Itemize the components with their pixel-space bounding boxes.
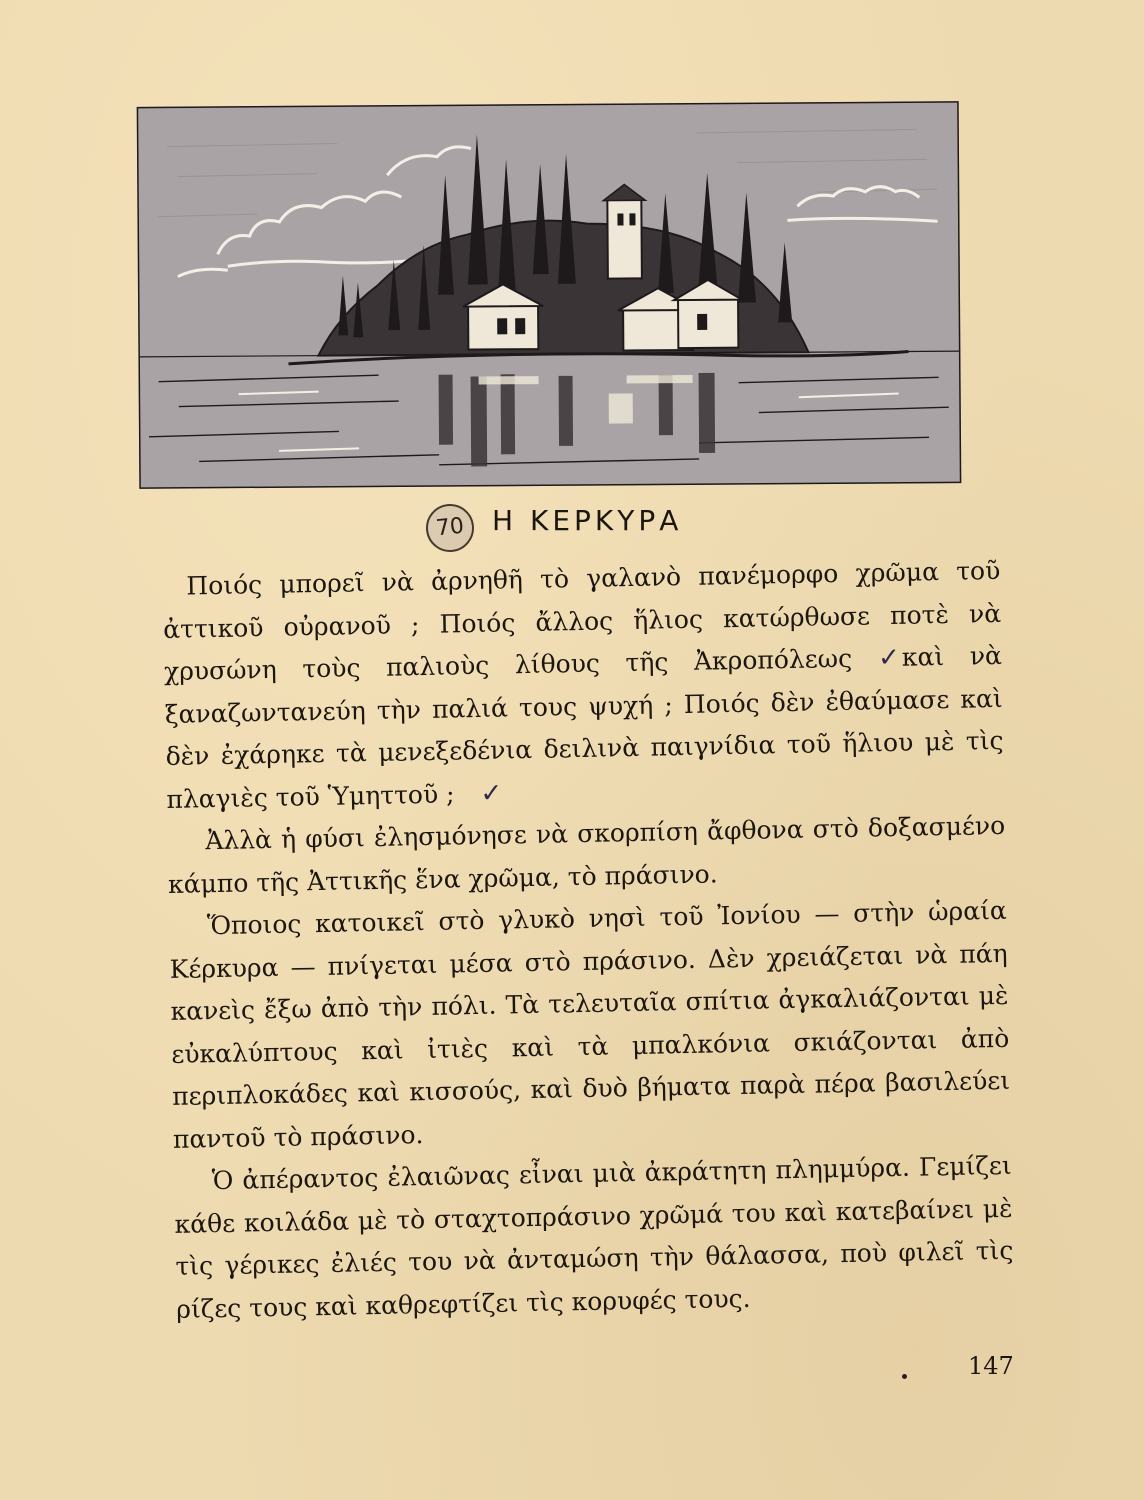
island-illustration — [137, 101, 962, 489]
chapter-heading — [420, 496, 840, 556]
body-text — [162, 550, 1015, 1331]
checkmark-icon: ✓ — [877, 642, 901, 674]
ink-dot — [902, 1374, 907, 1379]
page-number: 147 — [968, 1352, 1014, 1380]
island-engraving — [137, 101, 962, 489]
monastery-tower — [603, 184, 646, 278]
chapter-title: Η ΚΕΡΚΥΡΑ — [492, 504, 683, 537]
paragraph-2: Ἀλλὰ ἡ φύσι ἐλησμόνησε νὰ σκορπίση ἄφθονα στὸ δοξασμένο κάμπο τῆς Ἀττικῆς ἕνα χρῶμα, τὸ πράσινο. — [167, 810, 1006, 899]
paragraph-3: Ὅποιος κατοικεῖ στὸ γλυκὸ νησὶ τοῦ Ἰονίου — στὴν ὡραία Κέρκυρα — πνίγεται μέσα στὸ πράσινο. Δὲν χρειάζεται νὰ πάη κανεὶς ἔξω ἀπὸ τὴν πόλι. Τὰ τελευταῖα σπίτια ἀγκαλιάζονται μὲ εὐκαλύπτους καὶ ἰτιὲς καὶ τὰ μπαλκόνια σκιάζονται ἀπὸ περιπλοκάδες καὶ κισσούς, καὶ δυὸ βήματα παρὰ πέρα βασιλεύει παντοῦ τὸ πράσινο. — [169, 895, 1011, 1154]
checkmark-icon: ✓ — [480, 778, 503, 809]
lesson-number-circle: 70 — [424, 502, 477, 555]
paragraph-4: Ὁ ἀπέραντος ἐλαιῶνας εἶναι μιὰ ἀκράτητη πλημμύρα. Γεμίζει κάθε κοιλάδα μὲ τὸ σταχτοπράσινο χρῶμά του καὶ κατεβαίνει μὲ τὶς γέρικες ἐλιές του νὰ ἀνταμώση τὴν θάλασσα, ποὺ φιλεῖ τὶς ρίζες τους καὶ καθρεφτίζει τὶς κορυφές τους. — [174, 1150, 1014, 1324]
paragraph-1-part-b: καὶ νὰ ξαναζωντανεύη τὴν παλιά τους ψυχή ; Ποιός δὲν ἐθαύμασε καὶ δὲν ἐχάρηκε τὰ μενεξεδένια δειλινὰ παιγνίδια τοῦ ἥλιου μὲ τὶς πλαγιὲς τοῦ Ὑμηττοῦ ; — [164, 640, 1004, 814]
paragraph-1 — [162, 550, 1005, 821]
paragraph-1-part-a: Ποιός μπορεῖ νὰ ἀρνηθῆ τὸ γαλανὸ πανέμορφο χρῶμα τοῦ ἀττικοῦ οὐρανοῦ ; Ποιός ἄλλος ἥλιος κατώρθωσε ποτὲ νὰ χρυσώνη τοὺς παλιοὺς λίθους τῆς Ἀκροπόλεως — [162, 555, 1002, 686]
